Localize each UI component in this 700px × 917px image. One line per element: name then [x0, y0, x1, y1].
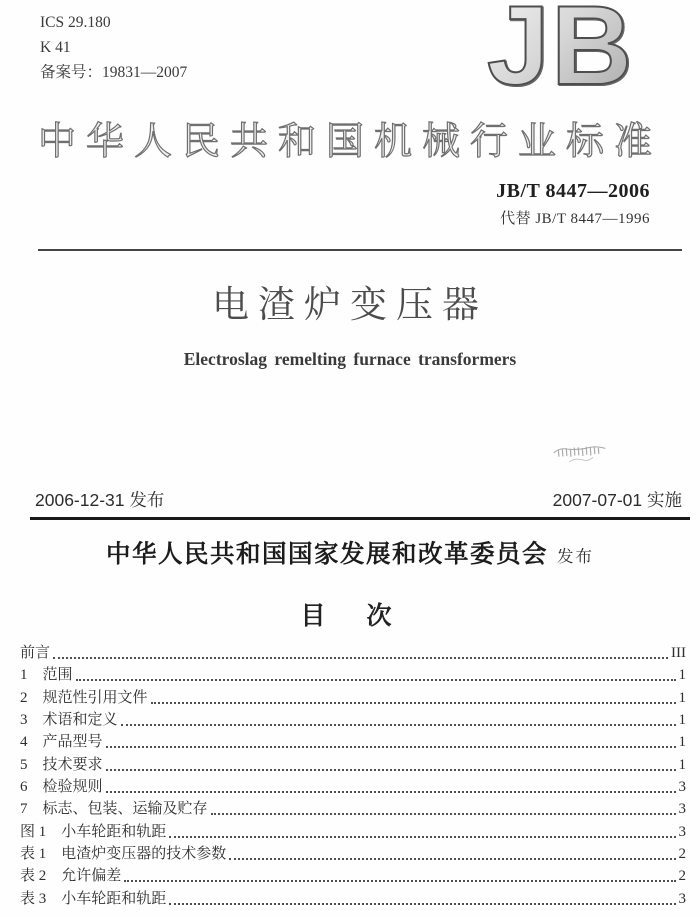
- toc-dot-leader: [169, 903, 675, 905]
- toc-entry-label: 表 1 电渣炉变压器的技术参数: [20, 846, 227, 863]
- standard-code: JB/T 8447—2006: [496, 180, 650, 202]
- table-of-contents: [20, 641, 686, 909]
- toc-entry-label: 1 范围: [20, 667, 73, 684]
- stamp-mark-icon: [550, 440, 616, 475]
- toc-entry-page: 1: [678, 689, 686, 706]
- toc-entry: [20, 753, 686, 775]
- toc-entry-label: 6 检验规则: [20, 779, 103, 796]
- publisher-row: [0, 535, 700, 570]
- toc-entry-label: 前言: [20, 645, 51, 661]
- toc-entry-label: 表 2 允许偏差: [20, 868, 122, 885]
- date-row: [35, 487, 682, 512]
- toc-heading: 目 次: [300, 603, 400, 630]
- toc-entry-page: 3: [678, 801, 686, 818]
- replaced-standard: 代替 JB/T 8447—1996: [500, 211, 650, 227]
- toc-dot-leader: [151, 702, 676, 704]
- toc-dot-leader: [229, 858, 675, 860]
- toc-dot-leader: [53, 657, 668, 659]
- classification-codes: [40, 10, 187, 85]
- toc-entry: [20, 887, 686, 909]
- toc-entry-page: 1: [678, 712, 686, 729]
- toc-entry-label: 表 3 小车轮距和轨距: [20, 890, 167, 907]
- jb-logo: JB: [487, 0, 634, 107]
- toc-entry-label: 图 1 小车轮距和轨距: [20, 823, 167, 840]
- publisher-action: 发布: [557, 547, 594, 566]
- issue-date: 2006-12-31 发布: [35, 490, 165, 510]
- toc-entry: [20, 864, 686, 886]
- toc-entry-page: 2: [678, 846, 686, 863]
- document-title-zh: 电渣炉变压器: [212, 285, 488, 326]
- toc-entry: [20, 686, 686, 708]
- toc-entry-label: 2 规范性引用文件: [20, 689, 148, 706]
- toc-entry: [20, 820, 686, 842]
- toc-dot-leader: [106, 791, 676, 793]
- toc-entry-label: 3 术语和定义: [20, 712, 118, 729]
- toc-entry-page: 3: [678, 890, 686, 907]
- footer-divider: [30, 517, 690, 520]
- toc-entry: [20, 641, 686, 663]
- document-title-en: Electroslag remelting furnace transformers: [183, 349, 517, 369]
- standard-code-block: [496, 180, 650, 228]
- toc-entry: [20, 730, 686, 752]
- effective-date: 2007-07-01 实施: [552, 490, 682, 510]
- toc-entry: [20, 842, 686, 864]
- toc-dot-leader: [106, 746, 676, 748]
- toc-entry: [20, 708, 686, 730]
- toc-dot-leader: [169, 836, 675, 838]
- toc-dot-leader: [211, 813, 676, 815]
- toc-entry: [20, 663, 686, 685]
- toc-entry-label: 4 产品型号: [20, 734, 103, 751]
- toc-entry-page: 3: [678, 823, 686, 840]
- toc-entry-label: 5 技术要求: [20, 756, 103, 773]
- toc-entry-page: 1: [678, 667, 686, 684]
- k-code: K 41: [40, 39, 71, 56]
- ics-code: ICS 29.180: [40, 14, 111, 31]
- toc-dot-leader: [121, 724, 676, 726]
- toc-dot-leader: [106, 769, 676, 771]
- toc-dot-leader: [124, 880, 675, 882]
- record-number: 备案号：19831—2007: [40, 64, 188, 81]
- toc-entry: [20, 797, 686, 819]
- header-divider: [38, 249, 682, 251]
- toc-entry-page: III: [671, 645, 686, 661]
- toc-entry-page: 1: [678, 734, 686, 751]
- publisher-name: 中华人民共和国国家发展和改革委员会: [106, 541, 548, 568]
- toc-entry-page: 1: [678, 756, 686, 773]
- standard-series-title: 中华人民共和国机械行业标准: [38, 121, 663, 163]
- toc-entry-label: 7 标志、包装、运输及贮存: [20, 801, 208, 818]
- toc-entry: [20, 775, 686, 797]
- toc-dot-leader: [76, 679, 676, 681]
- toc-entry-page: 2: [678, 868, 686, 885]
- toc-entry-page: 3: [678, 779, 686, 796]
